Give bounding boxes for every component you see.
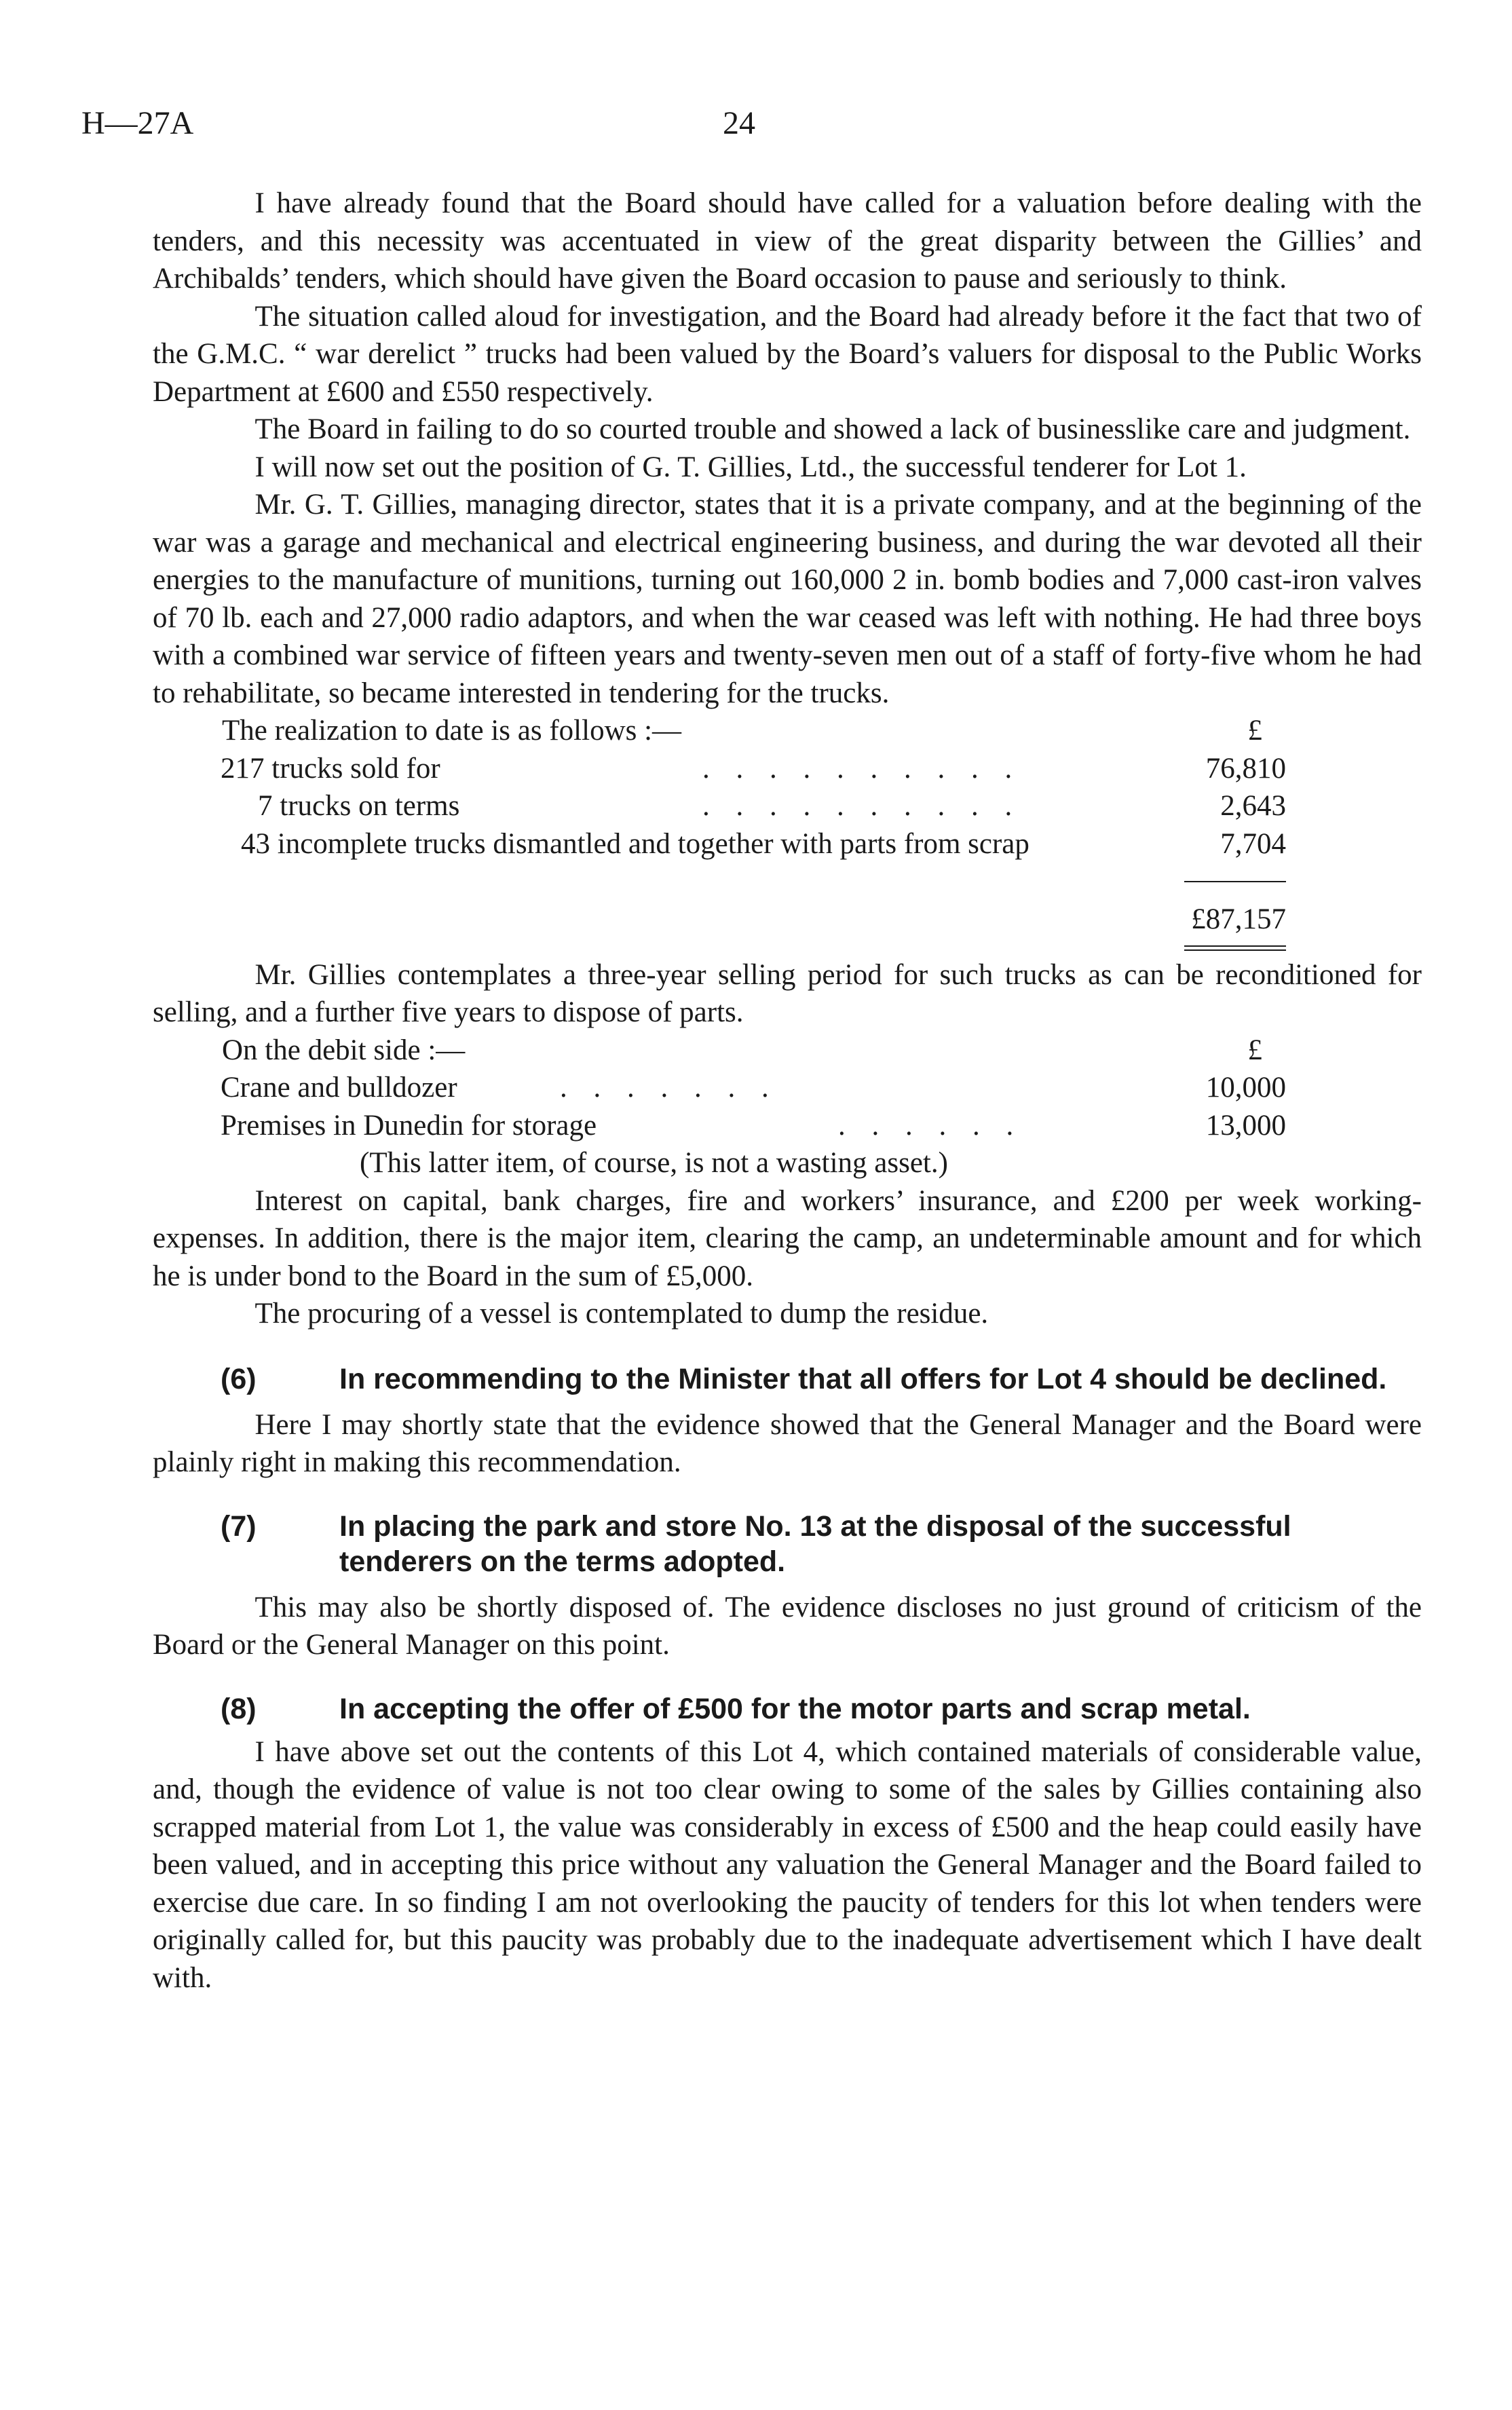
paragraph: Mr. Gillies contemplates a three-year selling period for such trucks as can be reconditioned for selling, and a further five years to dispose of parts. — [153, 958, 1422, 1028]
section-heading — [153, 1509, 1422, 1579]
ledger-item-label: Crane and bulldozer — [221, 1072, 457, 1104]
ledger-row — [153, 825, 1286, 901]
paragraph: The procuring of a vessel is contemplated to dump the residue. — [254, 1298, 989, 1330]
paragraph: The situation called aloud for investigation, and the Board had already before it the fact that two of the G.M.C. “ war derelict ” trucks had been valued by the Board’s valuers for disposal to the Public Works Department at £600 and £550 respectively. — [153, 300, 1422, 408]
total-rule — [1184, 949, 1286, 951]
leader-dots: . . . . . . — [838, 1109, 1023, 1142]
total-rule — [1184, 945, 1286, 947]
section-number: (6) — [221, 1362, 257, 1395]
section-heading-text: In placing the park and store No. 13 at the disposal of the successful tenderers on the terms adopted. — [339, 1509, 1291, 1578]
paragraph: This may also be shortly disposed of. The evidence discloses no just ground of criticism of the Board or the General Manager on this point. — [153, 1591, 1422, 1661]
sum-rule — [1184, 881, 1286, 882]
paragraph: I have already found that the Board should have called for a valuation before dealing with the tenders, and this necessity was accentuated in view of the great disparity between the Gillies’ and Archibalds’ tenders, which should have given the Board occasion to pause and seriously to think. — [153, 187, 1422, 295]
realization-ledger — [153, 712, 1286, 955]
paragraph: Here I may shortly state that the evidence showed that the General Manager and the Board were plainly right in making this recommendation. — [153, 1408, 1422, 1478]
paragraph: I will now set out the position of G. T. Gillies, Ltd., the successful tenderer for Lot 1. — [254, 451, 1247, 483]
section-heading-text: In recommending to the Minister that all offers for Lot 4 should be declined. — [339, 1362, 1387, 1395]
ledger-item-label: Premises in Dunedin for storage — [221, 1109, 597, 1142]
section-7 — [153, 1509, 1422, 1664]
currency-symbol: £ — [1247, 715, 1262, 747]
ledger-total-row — [153, 901, 1286, 955]
document-reference: H—27A — [81, 105, 194, 141]
ledger-item-label: 43 incomplete trucks dismantled and together with parts from scrap — [241, 827, 1029, 860]
section-number: (8) — [221, 1692, 257, 1725]
leader-dots: . . . . . . . . . . — [702, 790, 1022, 822]
ledger-row — [153, 787, 1286, 825]
leader-dots: . . . . . . . . . . — [702, 752, 1022, 785]
ledger-note-row — [153, 1144, 1286, 1182]
ledger-heading-row — [153, 1032, 1286, 1070]
ledger-item-amount: 7,704 — [1220, 827, 1286, 860]
ledger-heading: On the debit side :— — [222, 1034, 466, 1066]
ledger-item-label: 7 trucks on terms — [258, 790, 460, 822]
section-heading — [153, 1691, 1422, 1727]
ledger-item-amount: 2,643 — [1220, 790, 1286, 822]
section-heading — [153, 1361, 1422, 1397]
debit-ledger — [153, 1032, 1286, 1182]
ledger-item-amount: 13,000 — [1205, 1109, 1286, 1142]
ledger-item-label: 217 trucks sold for — [221, 752, 440, 785]
ledger-item-amount: 10,000 — [1205, 1072, 1286, 1104]
ledger-heading: The realization to date is as follows :— — [222, 715, 682, 747]
ledger-note: (This latter item, of course, is not a wasting asset.) — [360, 1147, 948, 1179]
paragraph: Mr. G. T. Gillies, managing director, states that it is a private company, and at the beginning of the war was a garage and mechanical and electrical engineering business, and during the war devoted all their energies to the manufacture of munitions, turning out 160,000 2 in. bomb bodies and 7,000 cast-iron valves of 70 lb. each and 27,000 radio adaptors, and when the war ceased was left with nothing. He had three boys with a combined war service of fifteen years and twenty-seven men out of a staff of forty-five whom he had to rehabilitate, so became interested in tendering for the trucks. — [153, 489, 1422, 709]
page-number: 24 — [723, 105, 755, 141]
section-number: (7) — [221, 1509, 257, 1543]
document-body — [153, 185, 1422, 1997]
ledger-row — [153, 1069, 1286, 1107]
section-6 — [153, 1361, 1422, 1482]
page-header — [81, 103, 1425, 144]
paragraph: Interest on capital, bank charges, fire and workers’ insurance, and £200 per week working-expenses. In addition, there is the major item, clearing the camp, an undeterminable amount and for which he is under bond to the Board in the sum of £5,000. — [153, 1184, 1422, 1292]
section-heading-text: In accepting the offer of £500 for the motor parts and scrap metal. — [339, 1692, 1251, 1725]
ledger-heading-row — [153, 712, 1286, 750]
paragraph: The Board in failing to do so courted trouble and showed a lack of businesslike care and judgment. — [254, 413, 1411, 445]
currency-symbol: £ — [1247, 1034, 1262, 1066]
leader-dots: . . . . . . . — [560, 1072, 778, 1104]
section-8 — [153, 1691, 1422, 1997]
paragraph: I have above set out the contents of this Lot 4, which contained materials of considerable value, and, though the evidence of value is not too clear owing to some of the sales by Gillies containing also scrapped material from Lot 1, the value was considerably in excess of £500 and the heap could easily have been valued, and in accepting this price without any valuation the General Manager and the Board failed to exercise due care. In so finding I am not overlooking the paucity of tenders for this lot when tenders were originally called for, but this paucity was probably due to the inadequate advertisement which I have dealt with. — [153, 1735, 1422, 1994]
ledger-total: £87,157 — [1191, 903, 1286, 935]
ledger-row — [153, 750, 1286, 788]
ledger-item-amount: 76,810 — [1205, 752, 1286, 785]
ledger-row — [153, 1107, 1286, 1145]
